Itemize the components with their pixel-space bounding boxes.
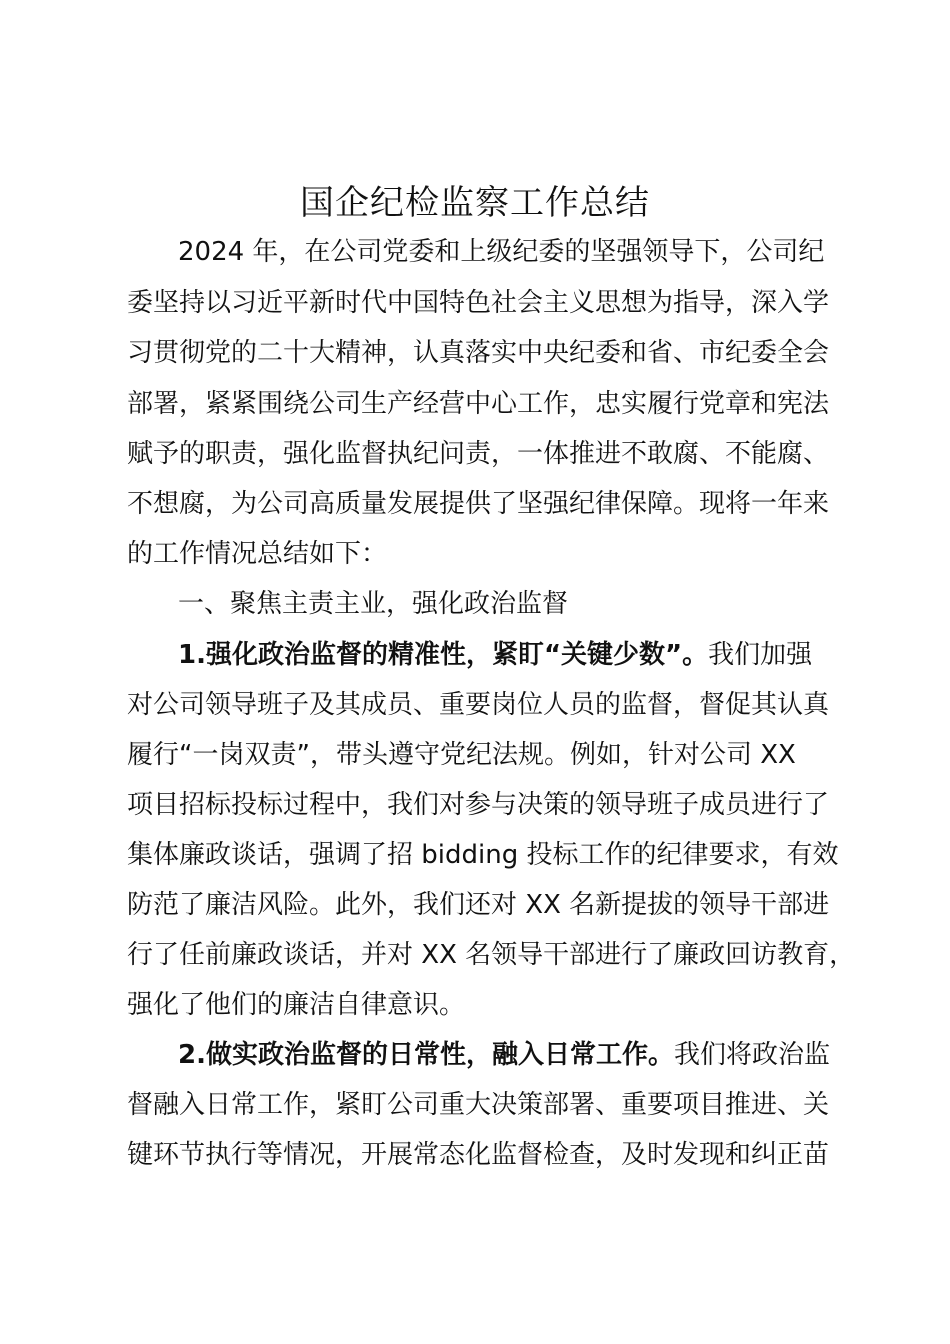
intro-line: 赋予的职责，强化监督执纪问责，一体推进不敢腐、不能腐、 xyxy=(127,439,830,469)
document-title: 国企纪检监察工作总结 xyxy=(300,183,650,223)
point-1-line: 项目招标投标过程中，我们对参与决策的领导班子成员进行了 xyxy=(127,790,830,820)
point-1-line: 强化了他们的廉洁自律意识。 xyxy=(127,990,466,1020)
intro-line: 习贯彻党的二十大精神，认真落实中央纪委和省、市纪委全会 xyxy=(127,338,830,368)
section-heading: 一、聚焦主责主业，强化政治监督 xyxy=(178,589,569,619)
point-1-line: 对公司领导班子及其成员、重要岗位人员的监督，督促其认真 xyxy=(127,690,830,720)
point-2-lead: 2.做实政治监督的日常性，融入日常工作。 xyxy=(178,1040,674,1070)
point-2-line: 督融入日常工作，紧盯公司重大决策部署、重要项目推进、关 xyxy=(127,1090,830,1120)
intro-line: 委坚持以习近平新时代中国特色社会主义思想为指导，深入学 xyxy=(127,288,830,318)
point-1-first-line xyxy=(178,635,812,675)
point-1-line: 集体廉政谈话，强调了招 bidding 投标工作的纪律要求，有效 xyxy=(127,840,839,870)
point-1-lead: 1.强化政治监督的精准性，紧盯“关键少数”。 xyxy=(178,640,709,670)
point-2-lead-rest: 我们将政治监 xyxy=(673,1040,830,1070)
point-2-line: 键环节执行等情况，开展常态化监督检查，及时发现和纠正苗 xyxy=(127,1140,830,1170)
point-1-lead-rest: 我们加强 xyxy=(708,640,813,670)
point-1-line: 行了任前廉政谈话，并对 XX 名领导干部进行了廉政回访教育， xyxy=(127,940,856,970)
point-1-line: 履行“一岗双责”，带头遵守党纪法规。例如，针对公司 XX xyxy=(127,740,796,770)
intro-line: 不想腐，为公司高质量发展提供了坚强纪律保障。现将一年来 xyxy=(127,489,830,519)
intro-line: 部署，紧紧围绕公司生产经营中心工作，忠实履行党章和宪法 xyxy=(127,389,830,419)
intro-line: 的工作情况总结如下： xyxy=(127,539,388,569)
point-2-first-line xyxy=(178,1035,830,1075)
intro-line: 2024 年，在公司党委和上级纪委的坚强领导下，公司纪 xyxy=(178,237,825,267)
point-1-line: 防范了廉洁风险。此外，我们还对 XX 名新提拔的领导干部进 xyxy=(127,890,830,920)
